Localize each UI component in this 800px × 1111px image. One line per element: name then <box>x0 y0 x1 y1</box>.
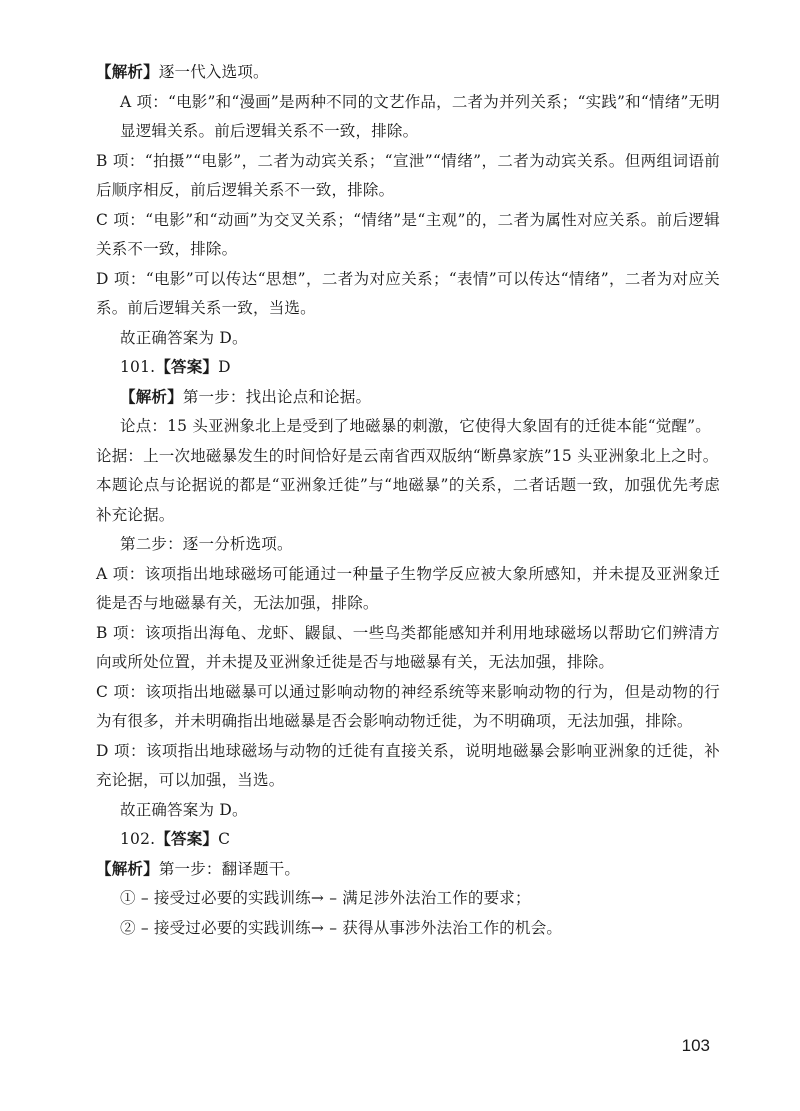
analysis-tag: 【解析】 <box>96 63 159 81</box>
conclusion-text: 故正确答案为 D。 <box>120 328 248 347</box>
option-b-analysis: B 项：“拍摄”“电影”，二者为动宾关系；“宣泄”“情绪”，二者为动宾关系。但两组词语前后顺序相反，前后逻辑关系不一致，排除。 <box>96 151 720 199</box>
option-d-analysis: D 项：“电影”可以传达“思想”，二者为对应关系；“表情”可以传达“情绪”，二者为对应关系。前后逻辑关系一致，当选。 <box>96 269 720 317</box>
analysis-heading: 【解析】第一步：翻译题干。 <box>96 859 301 878</box>
question-101-answer: 101.【答案】D <box>120 358 231 376</box>
conclusion-text: 故正确答案为 D。 <box>120 800 248 819</box>
step-two-text: 第二步：逐一分析选项。 <box>120 535 293 553</box>
analysis-heading: 【解析】逐一代入选项。 <box>96 63 269 81</box>
option-d-analysis: D 项：该项指出地球磁场与动物的迁徙有直接关系，说明地磁暴会影响亚洲象的迁徙，补充论据，可以加强，当选。 <box>96 741 720 789</box>
evidence-text: 论据：上一次地磁暴发生的时间恰好是云南省西双版纳“断鼻家族”15 头亚洲象北上之时。 <box>96 446 719 465</box>
option-c-analysis: C 项：“电影”和“动画”为交叉关系；“情绪”是“主观”的，二者为属性对应关系。前后逻辑关系不一致，排除。 <box>96 210 720 258</box>
option-a-analysis: A 项：“电影”和“漫画”是两种不同的文艺作品，二者为并列关系；“实践”和“情绪”无明显逻辑关系。前后逻辑关系不一致，排除。 <box>120 92 720 140</box>
option-a-analysis: A 项：该项指出地球磁场可能通过一种量子生物学反应被大象所感知，并未提及亚洲象迁徙是否与地磁暴有关，无法加强，排除。 <box>96 564 720 612</box>
premise-two: ② – 接受过必要的实践训练→ – 获得从事涉外法治工作的机会。 <box>120 918 563 937</box>
option-c-analysis: C 项：该项指出地磁暴可以通过影响动物的神经系统等来影响动物的行为，但是动物的行为有很多，并未明确指出地磁暴是否会影响动物迁徙，为不明确项，无法加强，排除。 <box>96 682 720 730</box>
analysis-heading: 【解析】第一步：找出论点和论据。 <box>120 387 372 406</box>
argument-text: 论点：15 头亚洲象北上是受到了地磁暴的刺激，它使得大象固有的迁徙本能“觉醒”。 <box>120 417 712 435</box>
premise-one: ① – 接受过必要的实践训练→ – 满足涉外法治工作的要求； <box>120 889 531 907</box>
reasoning-text: 本题论点与论据说的都是“亚洲象迁徙”与“地磁暴”的关系，二者话题一致，加强优先考虑补充论据。 <box>96 476 720 524</box>
question-102-answer: 102.【答案】C <box>120 830 231 848</box>
option-b-analysis: B 项：该项指出海龟、龙虾、鼹鼠、一些鸟类都能感知并利用地球磁场以帮助它们辨清方向或所处位置，并未提及亚洲象迁徙是否与地磁暴有关，无法加强，排除。 <box>96 623 720 671</box>
answer-explanation-body <box>96 58 720 943</box>
page-number: 103 <box>681 1036 710 1055</box>
